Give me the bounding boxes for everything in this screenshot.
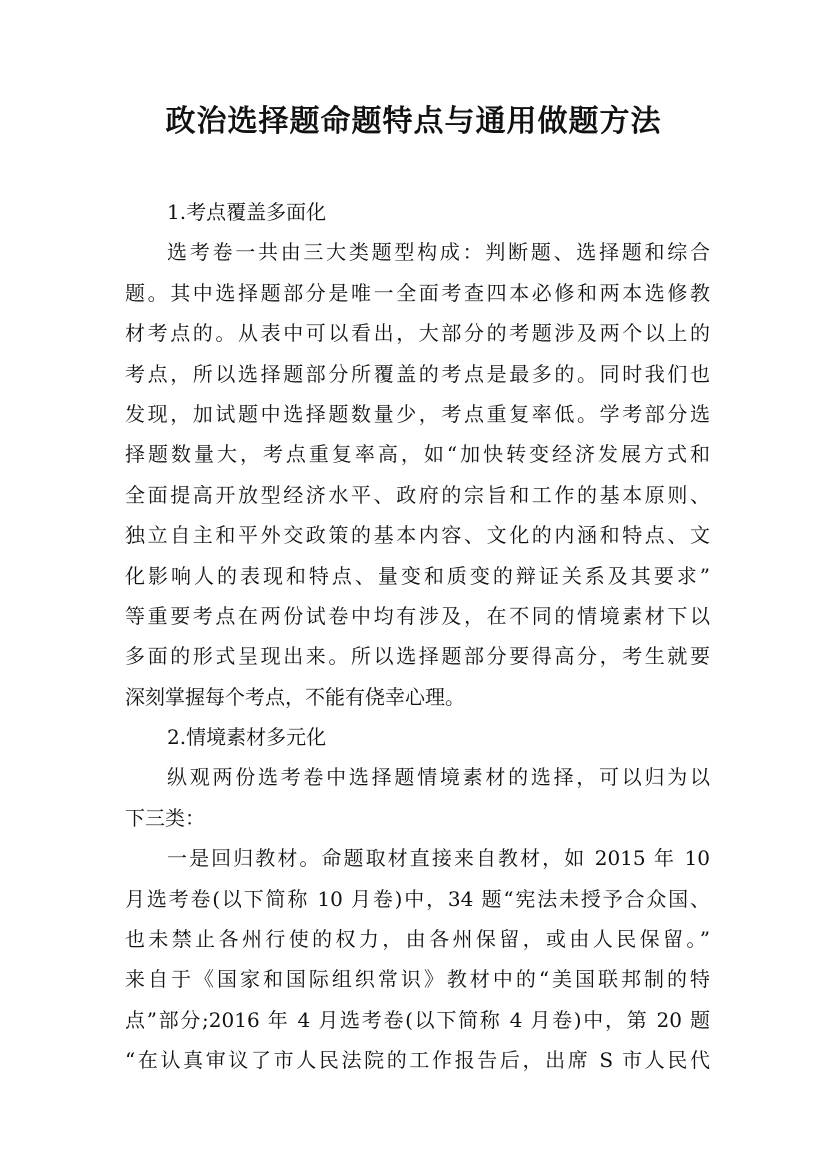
paragraph-line: 选考卷一共由三大类题型构成：判断题、选择题和综合 (167, 240, 710, 265)
paragraph-line: 下三类： (125, 805, 205, 830)
paragraph-line: 择题数量大，考点重复率高，如“加快转变经济发展方式和 (125, 442, 710, 467)
section-heading: 1.考点覆盖多面化 (167, 200, 327, 224)
paragraph-line: 一是回归教材。命题取材直接来自教材，如 2015 年 10 (167, 846, 710, 871)
paragraph-line: 化影响人的表现和特点、量变和质变的辩证关系及其要求” (125, 563, 710, 588)
section-heading: 2.情境素材多元化 (167, 725, 327, 750)
paragraph-line: 独立自主和平外交政策的基本内容、文化的内涵和特点、文 (125, 523, 710, 548)
paragraph-line: 点”部分;2016 年 4 月选考卷(以下简称 4 月卷)中，第 20 题 (125, 1007, 710, 1032)
paragraph-line: 发现，加试题中选择题数量少，考点重复率低。学考部分选 (125, 401, 710, 426)
paragraph-line: 考点，所以选择题部分所覆盖的考点是最多的。同时我们也 (125, 361, 710, 386)
paragraph-line: 也未禁止各州行使的权力，由各州保留，或由人民保留。” (125, 927, 710, 952)
paragraph-line: 来自于《国家和国际组织常识》教材中的“美国联邦制的特 (125, 967, 710, 992)
paragraph-line: 等重要考点在两份试卷中均有涉及，在不同的情境素材下以 (125, 603, 710, 628)
paragraph-line: 材考点的。从表中可以看出，大部分的考题涉及两个以上的 (125, 321, 710, 346)
paragraph-line: 题。其中选择题部分是唯一全面考查四本必修和两本选修教 (125, 280, 710, 305)
paragraph-line: 多面的形式呈现出来。所以选择题部分要得高分，考生就要 (125, 644, 710, 669)
paragraph-line: 月选考卷(以下简称 10 月卷)中，34 题“宪法未授予合众国、 (125, 886, 710, 911)
document-body (125, 192, 710, 1081)
paragraph-line: 全面提高开放型经济水平、政府的宗旨和工作的基本原则、 (125, 482, 710, 507)
paragraph-line: 纵观两份选考卷中选择题情境素材的选择，可以归为以 (167, 765, 710, 790)
paragraph-line: “在认真审议了市人民法院的工作报告后，出席 S 市人民代 (125, 1048, 710, 1073)
paragraph-line: 深刻掌握每个考点，不能有侥幸心理。 (125, 684, 465, 709)
document-title: 政治选择题命题特点与通用做题方法 (165, 104, 662, 139)
